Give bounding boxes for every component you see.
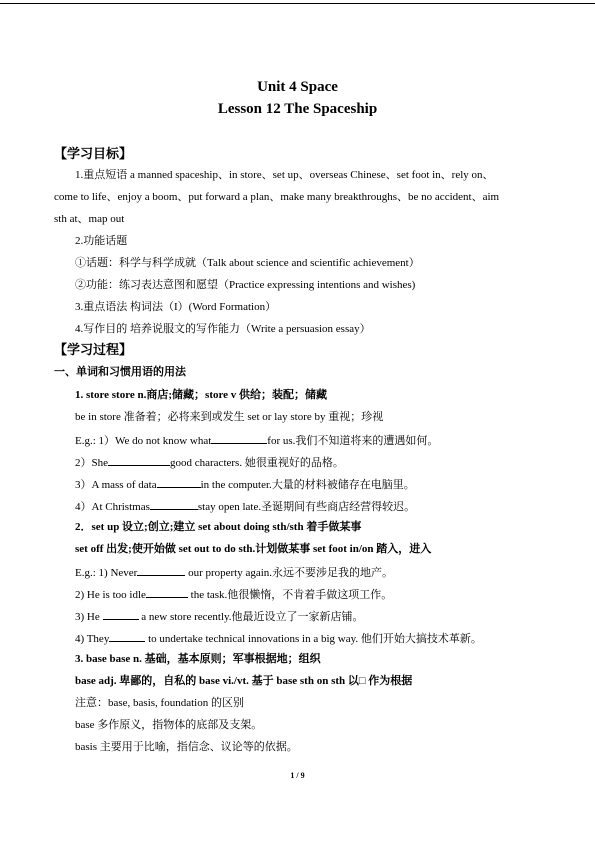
example-text: 2) He is too idle xyxy=(75,589,146,601)
example-text: 2）She xyxy=(75,457,108,469)
example-text: for us.我们不知道将来的遭遇如何。 xyxy=(267,435,439,447)
item-2-example-3 xyxy=(75,608,364,624)
goal-1-line-2: come to life、enjoy a boom、put forward a plan、make many breakthroughs、be no accident、aim xyxy=(54,191,500,203)
example-text: 3) He xyxy=(75,611,100,623)
example-text: 4）At Christmas xyxy=(75,501,150,513)
goal-3: 3.重点语法 构词法（I）(Word Formation） xyxy=(75,301,277,313)
example-text: stay open late.圣诞期间有些商店经营得较迟。 xyxy=(197,501,416,513)
item-2-example-4 xyxy=(75,630,482,646)
answer-blank[interactable] xyxy=(103,608,139,620)
item-1-heading: 1. store store n.商店;储藏；store v 供给；装配；储藏 xyxy=(75,389,328,401)
answer-blank[interactable] xyxy=(146,586,188,598)
example-text: a new store recently.他最近设立了一家新店铺。 xyxy=(141,611,364,623)
example-text: to undertake technical innovations in a big way. 他们开始大搞技术革新。 xyxy=(148,633,482,645)
top-rule xyxy=(0,3,595,4)
example-text: good characters. 她很重视好的品格。 xyxy=(170,457,344,469)
goal-2: 2.功能话题 xyxy=(75,235,128,247)
answer-blank[interactable] xyxy=(157,476,201,488)
goal-4: 4.写作目的 培养说服文的写作能力（Write a persuasion essay） xyxy=(75,323,371,335)
lesson-title: Lesson 12 The Spaceship xyxy=(217,101,378,117)
example-text: the task.他很懒惰，不肯着手做这项工作。 xyxy=(190,589,393,601)
section-heading-process: 【学习过程】 xyxy=(54,342,133,357)
item-1-example-3 xyxy=(75,476,415,492)
example-text: E.g.: 1) Never xyxy=(75,567,138,579)
goal-1-line-1: 1.重点短语 a manned spaceship、in store、set up、overseas Chinese、set foot in、rely on、 xyxy=(75,169,494,181)
answer-blank[interactable] xyxy=(150,498,198,510)
example-text: 4) They xyxy=(75,633,110,645)
item-1-note: be in store 准备着；必将来到或发生 set or lay store by 重视；珍视 xyxy=(75,411,384,423)
item-1-example-4 xyxy=(75,498,415,514)
goal-2-topic: ①话题：科学与科学成就（Talk about science and scientific achievement） xyxy=(75,257,420,269)
example-text: E.g.: 1）We do not know what xyxy=(75,435,212,447)
answer-blank[interactable] xyxy=(211,432,267,444)
item-2-heading-2: set off 出发;使开始做 set out to do sth.计划做某事 set foot in/on 踏入，进入 xyxy=(75,543,432,555)
item-1-example-2 xyxy=(75,454,344,470)
item-3-note: 注意：base, basis, foundation 的区别 xyxy=(75,697,244,709)
answer-blank[interactable] xyxy=(108,454,170,466)
item-3-base: base 多作原义，指物体的底部及支架。 xyxy=(75,719,263,731)
example-text: in the computer.大量的材料被储存在电脑里。 xyxy=(200,479,415,491)
goal-1-line-3: sth at、map out xyxy=(54,213,125,225)
part-1-heading: 一、单词和习惯用语的用法 xyxy=(54,366,186,378)
item-3-heading: 3. base base n. 基础，基本原则；军事根据地；组织 xyxy=(75,653,321,665)
item-3-basis: basis 主要用于比喻，指信念、议论等的依据。 xyxy=(75,741,298,753)
unit-title: Unit 4 Space xyxy=(257,79,338,95)
answer-blank[interactable] xyxy=(137,564,185,576)
example-text: our property again.永远不要涉足我的地产。 xyxy=(188,567,394,579)
answer-blank[interactable] xyxy=(109,630,145,642)
goal-2-function: ②功能：练习表达意图和愿望（Practice expressing intentions and wishes) xyxy=(75,279,416,291)
item-2-example-1 xyxy=(75,564,393,580)
page-number: 1 / 9 xyxy=(290,771,305,780)
section-heading-goals: 【学习目标】 xyxy=(54,146,133,161)
item-2-heading: 2．set up 设立;创立;建立 set about doing sth/sth 着手做某事 xyxy=(75,521,362,533)
item-3-heading-2: base adj. 卑鄙的，自私的 base vi./vt. 基于 base sth on sth 以□ 作为根据 xyxy=(75,675,413,687)
example-text: 3）A mass of data xyxy=(75,479,157,491)
item-1-example-1 xyxy=(75,432,438,448)
item-2-example-2 xyxy=(75,586,392,602)
